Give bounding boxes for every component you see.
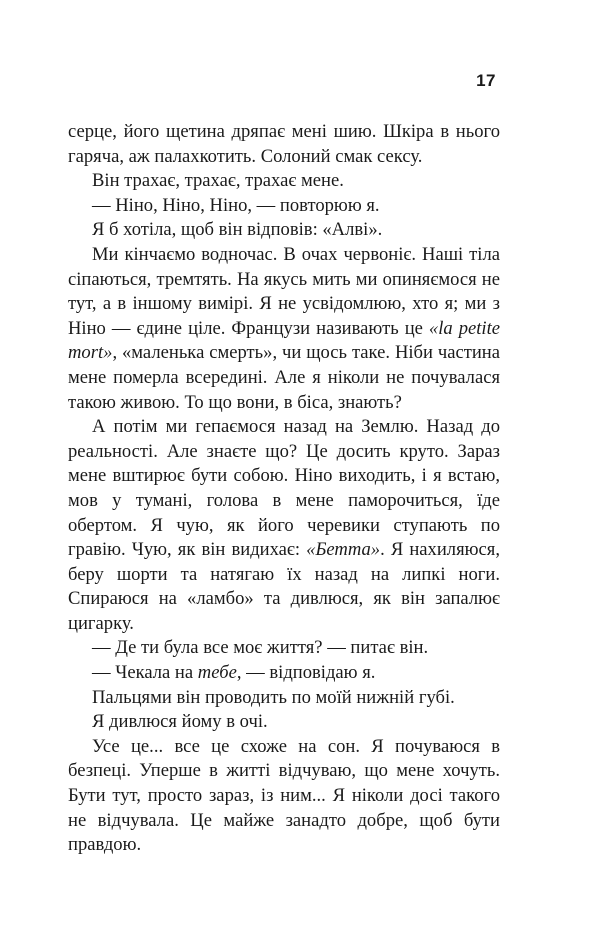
paragraph-7 bbox=[68, 636, 500, 661]
paragraph-3-text: — Ніно, Ніно, Ніно, — повторюю я. bbox=[92, 194, 380, 216]
page-number: 17 bbox=[476, 71, 496, 90]
paragraph-6-italic-phrase: «Бетта» bbox=[306, 539, 381, 561]
paragraph-11-text: Усе це... все це схоже на сон. Я почуваюся в безпеці. Уперше в житті відчуваю, що мене хочуть. Бути тут, просто зараз, із ним... Я ніколи досі такого не відчувала. Це майже занадто добре, щоб бути правдою. bbox=[68, 735, 500, 856]
paragraph-6 bbox=[68, 415, 500, 636]
paragraph-2-text: Він трахає, трахає, трахає мене. bbox=[92, 170, 344, 192]
paragraph-9 bbox=[68, 686, 500, 711]
paragraph-4 bbox=[68, 218, 500, 243]
paragraph-8-text-a: — Чекала на bbox=[92, 662, 198, 684]
paragraph-5-text-b: , «маленька смерть», чи щось таке. Ніби частина мене померла всередині. Але я ніколи не почувалася такою живою. То що вони, в біса, знають? bbox=[68, 342, 500, 413]
paragraph-1-text: серце, його щетина дряпає мені шию. Шкіра в нього гаряча, аж палахкотить. Солоний смак сексу. bbox=[68, 121, 500, 167]
paragraph-6-text-a: А потім ми гепаємося назад на Землю. Назад до реальності. Але знаєте що? Це досить круто. Зараз мене вштирює бути собою. Ніно виходить, і я встаю, мов у тумані, голова в мене паморочиться, їде обертом. Я чую, як його черевики ступають по гравію. Чую, як він видихає: bbox=[68, 416, 500, 561]
paragraph-4-text: Я б хотіла, щоб він відповів: «Алві». bbox=[92, 219, 383, 241]
paragraph-8 bbox=[68, 661, 500, 686]
paragraph-5 bbox=[68, 243, 500, 415]
paragraph-8-text-b: , — відповідаю я. bbox=[236, 662, 376, 684]
paragraph-6-text-b: . Я нахиляюся, беру шорти та натягаю їх назад на липкі ноги. Спираюся на «ламбо» та дивлюся, як він запалює цигарку. bbox=[68, 539, 500, 634]
paragraph-5-italic-phrase: «la petite mort» bbox=[68, 317, 500, 364]
paragraph-10 bbox=[68, 710, 500, 735]
paragraph-7-text: — Де ти була все моє життя? — питає він. bbox=[92, 637, 429, 659]
paragraph-10-text: Я дивлюся йому в очі. bbox=[92, 711, 268, 733]
paragraph-8-italic-word: тебе bbox=[197, 662, 237, 684]
paragraph-9-text: Пальцями він проводить по моїй нижній губі. bbox=[92, 686, 455, 708]
paragraph-1 bbox=[68, 120, 500, 169]
paragraph-11 bbox=[68, 735, 500, 858]
paragraph-5-text-a: Ми кінчаємо водночас. В очах червоніє. Наші тіла сіпаються, тремтять. На якусь мить ми опиняємося не тут, а в іншому вимірі. Я не усвідомлюю, хто я; ми з Ніно — єдине ціле. Французи називають це bbox=[68, 243, 500, 339]
body-text bbox=[68, 120, 500, 858]
paragraph-2 bbox=[68, 169, 500, 194]
paragraph-3 bbox=[68, 194, 500, 219]
